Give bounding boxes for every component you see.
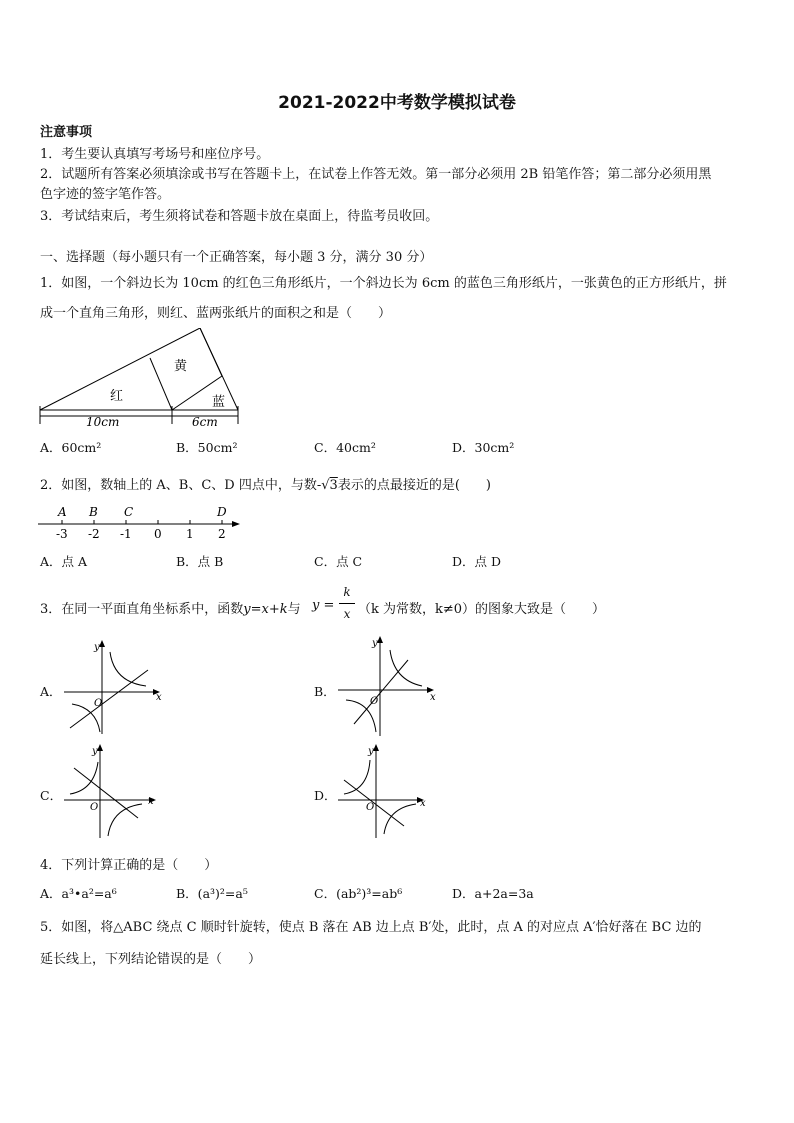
question-3-mid: 与 bbox=[287, 602, 301, 617]
radical-value: 3 bbox=[329, 478, 338, 493]
question-4-stem: 4．下列计算正确的是（ ） bbox=[40, 858, 218, 873]
option-d[interactable]: D．a+2a=3a bbox=[452, 886, 534, 901]
option-c[interactable]: C．40cm² bbox=[314, 440, 376, 455]
red-length-label: 10cm bbox=[86, 415, 120, 428]
notice-item: 色字迹的签字笔作答。 bbox=[40, 187, 171, 202]
function-linear: y=x+k bbox=[243, 602, 288, 617]
origin-label: O bbox=[90, 802, 99, 813]
question-1-figure bbox=[36, 328, 246, 428]
fraction-numerator: k bbox=[343, 585, 351, 599]
question-3-post: （k 为常数，k≠0）的图象大致是（ ） bbox=[358, 602, 606, 617]
axis-y-label: y bbox=[92, 746, 98, 757]
notice-item: 1．考生要认真填写考场号和座位序号。 bbox=[40, 147, 270, 162]
tick-label: -1 bbox=[120, 527, 132, 541]
option-b[interactable]: B．50cm² bbox=[176, 440, 238, 455]
option-d[interactable]: D．点 D bbox=[452, 554, 502, 569]
axis-y-label: y bbox=[372, 638, 378, 649]
axis-x-label: x bbox=[148, 796, 154, 807]
point-a-label: A bbox=[58, 505, 67, 519]
question-2-post: 表示的点最接近的是( ) bbox=[337, 478, 491, 493]
option-c[interactable]: C．点 C bbox=[314, 554, 363, 569]
question-1-stem: 1．如图，一个斜边长为 10cm 的红色三角形纸片，一个斜边长为 6cm 的蓝色三角形纸片，一张黄色的正方形纸片，拼 bbox=[40, 276, 727, 291]
option-c[interactable]: C．(ab²)³=ab⁶ bbox=[314, 886, 403, 901]
axis-x-label: x bbox=[156, 692, 162, 703]
hyperbola-branch bbox=[110, 652, 146, 686]
function-inverse-lhs: y = bbox=[312, 598, 335, 613]
hyperbola-branch bbox=[344, 760, 370, 794]
graph-option-d bbox=[334, 740, 444, 840]
option-d[interactable]: D．30cm² bbox=[452, 440, 515, 455]
notice-item: 2．试题所有答案必须填涂或书写在答题卡上，在试卷上作答无效。第一部分必须用 2B 铅笔作答；第二部分必须用黑 bbox=[40, 167, 712, 182]
option-b[interactable]: B． bbox=[314, 684, 336, 699]
question-5-stem: 延长线上，下列结论错误的是（ ） bbox=[40, 952, 262, 967]
tick-label: 2 bbox=[218, 527, 226, 541]
tick-label: 0 bbox=[154, 527, 162, 541]
option-b[interactable]: B．(a³)²=a⁵ bbox=[176, 886, 248, 901]
fraction-denominator: x bbox=[343, 607, 351, 621]
origin-label: O bbox=[94, 698, 103, 709]
question-1-stem: 成一个直角三角形，则红、蓝两张纸片的面积之和是（ ） bbox=[40, 306, 392, 321]
notice-item: 3．考试结束后，考生须将试卷和答题卡放在桌面上，待监考员收回。 bbox=[40, 209, 439, 224]
question-3-pre: 3．在同一平面直角坐标系中，函数 bbox=[40, 602, 244, 617]
page-title: 2021-2022中考数学模拟试卷 bbox=[278, 93, 516, 113]
option-c[interactable]: C． bbox=[40, 788, 63, 803]
axis-y-label: y bbox=[368, 746, 374, 757]
line-graph bbox=[70, 670, 148, 728]
option-a[interactable]: A．点 A bbox=[40, 554, 88, 569]
number-line bbox=[36, 504, 246, 544]
question-3-stem bbox=[40, 598, 301, 617]
axis-x-label: x bbox=[430, 692, 436, 703]
sqrt-symbol: √ bbox=[321, 478, 330, 493]
notice-heading: 注意事项 bbox=[40, 125, 93, 140]
figure-line bbox=[150, 358, 172, 410]
blue-length-label: 6cm bbox=[192, 415, 218, 428]
point-d-label: D bbox=[217, 505, 227, 519]
figure-line bbox=[200, 328, 222, 376]
tick-label: -2 bbox=[88, 527, 100, 541]
question-2-pre: 2．如图，数轴上的 A、B、C、D 四点中，与数- bbox=[40, 478, 322, 493]
graph-option-b bbox=[334, 632, 444, 742]
tick-label: -3 bbox=[56, 527, 68, 541]
option-a[interactable]: A．a³•a²=a⁶ bbox=[40, 886, 117, 901]
hyperbola-branch bbox=[108, 804, 142, 836]
origin-label: O bbox=[370, 696, 379, 707]
graph-option-a bbox=[60, 636, 170, 736]
option-a[interactable]: A． bbox=[40, 684, 62, 699]
point-b-label: B bbox=[89, 505, 98, 519]
line-graph bbox=[344, 780, 404, 826]
question-2-stem bbox=[40, 474, 491, 493]
tick-label: 1 bbox=[186, 527, 194, 541]
option-d[interactable]: D． bbox=[314, 788, 337, 803]
graph-option-c bbox=[60, 740, 170, 840]
hyperbola-branch bbox=[390, 650, 422, 686]
axis-x-label: x bbox=[420, 798, 426, 809]
question-5-stem: 5．如图，将△ABC 绕点 C 顺时针旋转，使点 B 落在 AB 边上点 B′处，此时，点 A 的对应点 A′恰好落在 BC 边的 bbox=[40, 920, 702, 935]
origin-label: O bbox=[366, 802, 375, 813]
point-c-label: C bbox=[124, 505, 134, 519]
yellow-label: 黄 bbox=[174, 359, 188, 374]
line-graph bbox=[74, 768, 138, 818]
fraction-bar bbox=[339, 603, 355, 604]
red-label: 红 bbox=[110, 389, 124, 404]
option-a[interactable]: A．60cm² bbox=[40, 440, 102, 455]
line-graph bbox=[354, 660, 408, 724]
option-b[interactable]: B．点 B bbox=[176, 554, 224, 569]
blue-label: 蓝 bbox=[212, 395, 226, 410]
hyperbola-branch bbox=[70, 762, 98, 794]
axis-y-label: y bbox=[94, 642, 100, 653]
section-heading: 一、选择题（每小题只有一个正确答案，每小题 3 分，满分 30 分） bbox=[40, 250, 433, 265]
hyperbola-branch bbox=[384, 804, 416, 834]
